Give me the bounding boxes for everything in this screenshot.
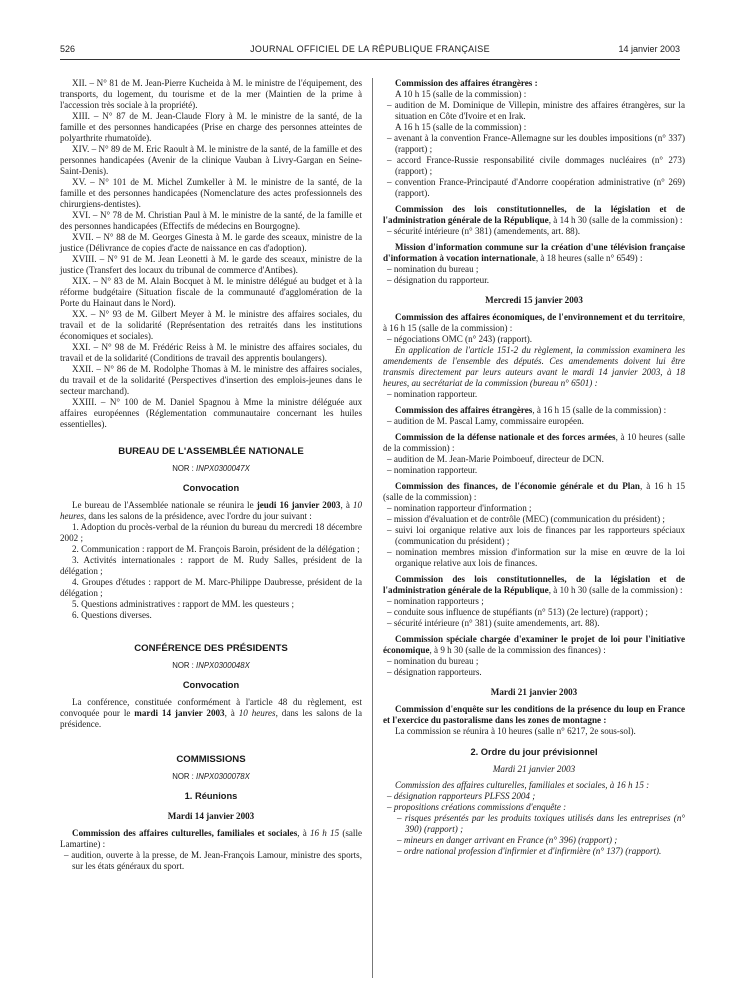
commission-heading: [383, 312, 685, 334]
commission-name: Commission des lois constitutionnelles, de la législation et de l'administration générale de la République: [383, 204, 685, 225]
agenda-item: – nomination du bureau ;: [387, 264, 479, 274]
text-run: (salle Lamartine) :: [60, 828, 363, 849]
question-item: XX. – N° 93 de M. Gilbert Meyer à M. le ministre des affaires sociales, du travail et de la solidarité (Représentation des retraités dans les institutions économiques et sociales).: [60, 309, 362, 341]
question-item: XVII. – N° 88 de M. Georges Ginesta à M. le garde des sceaux, ministre de la justice (Délivrance de copies d'acte de naissance en cas d'adoption).: [60, 232, 362, 253]
commission-name: Commission de la défense nationale et des forces armées: [395, 432, 616, 442]
agenda-item: – nomination membres mission d'information sur la mise en œuvre de la loi organique relative aux lois de finances.: [387, 547, 685, 568]
agenda-item: – audition de M. Pascal Lamy, commissaire européen.: [387, 416, 584, 426]
question-item: XIX. – N° 83 de M. Alain Bocquet à M. le ministre délégué au budget et à la réforme budgétaire (Situation fiscale de la communauté d'agglomération de la Porte du Hainaut dans le Nord).: [60, 276, 362, 308]
agenda-item: – désignation rapporteurs.: [387, 667, 482, 677]
question-list: [60, 78, 362, 430]
section-title-bureau: BUREAU DE L'ASSEMBLÉE NATIONALE: [118, 446, 304, 457]
agenda-item: 4. Groupes d'études : rapport de M. Marc-Philippe Daubresse, président de la délégation ;: [60, 577, 362, 598]
text-run: , à 16 h 15 (salle de la commission) :: [383, 481, 686, 502]
agenda-item: – nomination du bureau ;: [387, 656, 479, 666]
commission-text: La commission se réunira à 10 heures (salle n° 6217, 2e sous-sol).: [395, 726, 636, 736]
question-item: XV. – N° 101 de M. Michel Zumkeller à M. le ministre de la santé, de la famille et des personnes handicapées (Nomenclature des actes professionnels des chirurgiens-dentistes).: [60, 177, 362, 209]
text-run: , à 9 h 30 (salle de la commission des finances) :: [429, 645, 606, 655]
agenda-item: – suivi loi organique relative aux lois de finances par les rapporteurs spéciaux (communication du président) ;: [387, 525, 685, 546]
text-run: , à 16 h 15 (salle de la commission) :: [532, 405, 667, 415]
nor-code: INPX0300048X: [196, 661, 250, 670]
agenda-item: – désignation du rapporteur.: [387, 275, 490, 285]
commission-heading: [383, 242, 685, 264]
commission-heading: [383, 405, 685, 416]
text-run: Le bureau de l'Assemblée nationale se réunira le: [72, 500, 257, 510]
commission-heading: Commission des affaires culturelles, familiales et sociales, à 16 h 15 :: [395, 780, 650, 790]
subsection-title: 1. Réunions: [184, 791, 238, 801]
commission-name: Commission spéciale chargée d'examiner le projet de loi pour l'initiative économique: [383, 634, 685, 655]
issue-date: 14 janvier 2003: [618, 44, 680, 54]
commission-heading: [383, 481, 685, 503]
page-number: 526: [60, 44, 76, 54]
subsection-title: Convocation: [182, 680, 240, 690]
nor-label: NOR :: [172, 464, 194, 473]
nor-reference: [60, 771, 362, 782]
agenda-item: – sécurité intérieure (n° 381) (amendements, art. 88).: [387, 226, 581, 236]
bureau-intro: [60, 500, 362, 522]
commission-heading: Commission des affaires étrangères :: [395, 78, 538, 88]
text-run: , à: [224, 708, 239, 718]
commission-heading: [383, 204, 685, 226]
commission-name: Commission des affaires culturelles, familiales et sociales: [72, 828, 298, 838]
agenda-item: – nomination rapporteur d'information ;: [387, 503, 532, 513]
page-header: [60, 44, 680, 58]
agenda-item: – nomination rapporteurs ;: [387, 596, 484, 606]
agenda-item: – audition de M. Dominique de Villepin, ministre des affaires étrangères, sur la situation en Côte d'Ivoire et en Irak.: [387, 100, 685, 121]
commission-heading: [383, 634, 685, 656]
meeting-time: 10 heures: [238, 708, 276, 718]
meeting-date: jeudi 16 janvier 2003: [256, 500, 341, 510]
commission-heading: Commission d'enquête sur les conditions de la présence du loup en France et l'exercice du pastoralisme dans les zones de montagne :: [383, 704, 685, 725]
subsection-title: 2. Ordre du jour prévisionnel: [470, 747, 598, 757]
agenda-item: – conduite sous influence de stupéfiants (n° 513) (2e lecture) (rapport) ;: [387, 607, 648, 617]
journal-title: JOURNAL OFFICIEL DE LA RÉPUBLIQUE FRANÇAISE: [250, 44, 490, 54]
left-column: [60, 78, 362, 872]
agenda-item: 3. Activités internationales : rapport de M. Rudy Salles, président de la délégation ;: [60, 555, 362, 576]
question-item: XIII. – N° 87 de M. Jean-Claude Flory à M. le ministre de la santé, de la famille et des personnes handicapées (Prise en charge des personnes atteintes de polyarthrite rhumatoïde).: [60, 111, 362, 143]
nor-code: INPX0300078X: [196, 772, 250, 781]
text-run: , à: [297, 828, 310, 838]
agenda-item: – nomination rapporteur.: [387, 389, 478, 399]
text-run: La conférence, constituée conformément à l'article 48 du règlement, est convoquée pour le: [60, 697, 362, 718]
day-heading: Mardi 21 janvier 2003: [490, 687, 578, 697]
session-time: A 16 h 15 (salle de la commission) :: [395, 122, 527, 132]
commission-name: Commission des finances, de l'économie générale et du Plan: [395, 481, 640, 491]
agenda-item: – sécurité intérieure (n° 381) (suite amendements, art. 88).: [387, 618, 600, 628]
question-item: XII. – N° 81 de M. Jean-Pierre Kucheida à M. le ministre de l'équipement, des transports, du logement, du tourisme et de la mer (Maintien de la prime à l'accession très sociale à la propriété).: [60, 78, 362, 110]
agenda-item: – négociations OMC (n° 243) (rapport).: [387, 334, 533, 344]
nor-reference: [60, 463, 362, 474]
text-run: , à 14 h 30 (salle de la commission) :: [548, 215, 683, 225]
day-heading: Mardi 21 janvier 2003: [492, 764, 576, 774]
commission-name: Commission des affaires étrangères: [395, 405, 533, 415]
agenda-item: – audition, ouverte à la presse, de M. Jean-François Lamour, ministre des sports, sur les états généraux du sport.: [64, 850, 362, 871]
text-run: , dans les salons de la présidence.: [60, 708, 362, 729]
agenda-item: – accord France-Russie responsabilité civile dommages nucléaires (n° 273) (rapport) ;: [387, 155, 685, 176]
meeting-time: 10 heures: [60, 500, 363, 521]
section-title-conference: CONFÉRENCE DES PRÉSIDENTS: [134, 643, 288, 654]
day-heading: Mardi 14 janvier 2003: [167, 811, 255, 821]
text-run: , à 10 heures (salle de la commission) :: [383, 432, 685, 453]
question-item: XXIII. – N° 100 de M. Daniel Spagnou à Mme la ministre déléguée aux affaires européennes (Réglementation communautaire concernant les huiles essentielles).: [60, 397, 362, 429]
text-run: , dans les salons de la présidence, avec l'ordre du jour suivant :: [83, 511, 312, 521]
header-rule: [60, 59, 680, 60]
agenda-item: 5. Questions administratives : rapport de MM. les questeurs ;: [72, 599, 295, 609]
section-title-commissions: COMMISSIONS: [176, 754, 246, 765]
day-heading: Mercredi 15 janvier 2003: [485, 295, 583, 305]
commission-name: Mission d'information commune sur la création d'une télévision française d'information à vocation internationale: [383, 242, 685, 263]
text-run: , à 16 h 15 (salle de la commission) :: [383, 312, 685, 333]
nor-code: INPX0300047X: [196, 464, 250, 473]
question-item: XXII. – N° 86 de M. Rodolphe Thomas à M. le ministre des affaires sociales, du travail et de la solidarité (Perspectives d'insertion des emplois-jeunes dans le secteur marchand).: [60, 364, 362, 396]
commission-heading: [60, 828, 362, 850]
question-item: XVI. – N° 78 de M. Christian Paul à M. le ministre de la santé, de la famille et des personnes handicapées (Effectifs de médecins en Bourgogne).: [60, 210, 362, 231]
meeting-date: mardi 14 janvier 2003: [134, 708, 225, 718]
text-run: , à 10 h 30 (salle de la commission) :: [548, 585, 683, 595]
commission-name: Commission des lois constitutionnelles, de la législation et de l'administration générale de la République: [383, 574, 685, 595]
meeting-time: 16 h 15: [309, 828, 340, 838]
agenda-subitem: – mineurs en danger arrivant en France (n° 396) (rapport) ;: [397, 835, 618, 845]
agenda-item: – désignation rapporteurs PLFSS 2004 ;: [387, 791, 536, 801]
agenda-item: – nomination rapporteur.: [387, 465, 478, 475]
agenda-subitem: – ordre national profession d'infirmier et d'infirmière (n° 137) (rapport).: [397, 846, 662, 856]
agenda-item: – audition de M. Jean-Marie Poimboeuf, directeur de DCN.: [387, 454, 604, 464]
nor-label: NOR :: [172, 772, 194, 781]
right-column: [383, 78, 685, 857]
agenda-item: – avenant à la convention France-Allemagne sur les doubles impositions (n° 337) (rapport) ;: [387, 133, 685, 154]
commission-name: Commission des affaires économiques, de l'environnement et du territoire: [395, 312, 683, 322]
agenda-item: 6. Questions diverses.: [72, 610, 152, 620]
question-item: XVIII. – N° 91 de M. Jean Leonetti à M. le garde des sceaux, ministre de la justice (Transfert des locaux du tribunal de commerce d'Antibes).: [60, 254, 362, 275]
agenda-item: 2. Communication : rapport de M. François Baroin, président de la délégation ;: [72, 544, 360, 554]
conference-text: [60, 697, 362, 730]
text-run: , à 18 heures (salle n° 6549) :: [535, 253, 643, 263]
agenda-subitem: – risques présentés par les produits toxiques utilisés dans les entreprises (n° 390) (rapport) ;: [397, 813, 685, 834]
agenda-item: – propositions créations commissions d'enquête :: [387, 802, 567, 812]
agenda-item: – convention France-Principauté d'Andorre coopération administrative (n° 269) (rapport).: [387, 177, 685, 198]
commission-note: En application de l'article 151-2 du règlement, la commission examinera les amendements de l'ensemble des députés. Ces amendements doivent lui être transmis directement par leurs auteurs avant le mardi 14 janvier 2003, à 18 heures, au secrétariat de la commission (bureau n° 6501) :: [383, 345, 685, 388]
nor-label: NOR :: [172, 661, 194, 670]
nor-reference: [60, 660, 362, 671]
column-divider: [372, 78, 373, 978]
question-item: XXI. – N° 98 de M. Frédéric Reiss à M. le ministre des affaires sociales, du travail et de la solidarité (Conditions de travail des apprentis boulangers).: [60, 342, 362, 363]
agenda-item: 1. Adoption du procès-verbal de la réunion du bureau du mercredi 18 décembre 2002 ;: [60, 522, 362, 543]
text-run: , à: [340, 500, 353, 510]
subsection-title: Convocation: [182, 483, 240, 493]
question-item: XIV. – N° 89 de M. Eric Raoult à M. le ministre de la santé, de la famille et des personnes handicapées (Avenir de la clinique Vauban à Livry-Gargan en Seine-Saint-Denis).: [60, 144, 362, 176]
commission-heading: [383, 432, 685, 454]
agenda-item: – mission d'évaluation et de contrôle (MEC) (communication du président) ;: [387, 514, 665, 524]
commission-heading: [383, 574, 685, 596]
session-time: A 10 h 15 (salle de la commission) :: [395, 89, 527, 99]
